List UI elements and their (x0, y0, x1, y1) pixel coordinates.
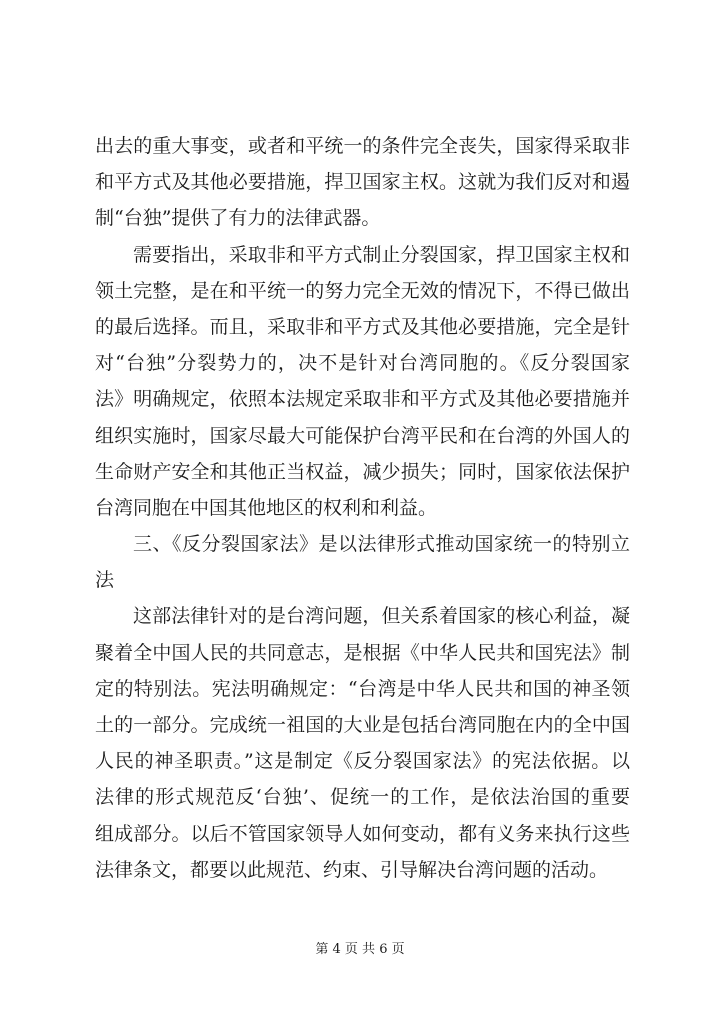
text-line: 组织实施时，国家尽最大可能保护台湾平民和在台湾的外国人的 (95, 424, 630, 447)
section-heading: 法 (95, 569, 115, 592)
text-line: 法》明确规定，依照本法规定采取非和平方式及其他必要措施并 (95, 388, 630, 411)
text-line: 生命财产安全和其他正当权益，减少损失；同时，国家依法保护 (95, 460, 630, 483)
text-line: 人民的神圣职责。”这是制定《反分裂国家法》的宪法依据。以 (95, 750, 630, 773)
text-line: 出去的重大事变，或者和平统一的条件完全丧失，国家得采取非 (95, 135, 630, 157)
text-line: 聚着全中国人民的共同意志，是根据《中华人民共和国宪法》制 (95, 641, 630, 664)
text-line: 定的特别法。宪法明确规定：“台湾是中华人民共和国的神圣领 (95, 677, 630, 700)
page-number: 第 4 页 共 6 页 (315, 942, 405, 957)
text-line: 的最后选择。而且，采取非和平方式及其他必要措施，完全是针 (95, 315, 630, 338)
text-line: 制“台独”提供了有力的法律武器。 (95, 207, 381, 230)
text-line: 这部法律针对的是台湾问题，但关系着国家的核心利益，凝 (133, 605, 630, 628)
text-line: 组成部分。以后不管国家领导人如何变动，都有义务来执行这些 (95, 822, 630, 845)
text-line: 法律条文，都要以此规范、约束、引导解决台湾问题的活动。 (95, 858, 609, 881)
text-line: 台湾同胞在中国其他地区的权利和利益。 (95, 496, 438, 519)
body-text (95, 128, 630, 888)
text-line: 需要指出，采取非和平方式制止分裂国家，捍卫国家主权和 (133, 243, 630, 266)
text-line: 对“台独”分裂势力的，决不是针对台湾同胞的。《反分裂国家 (95, 352, 630, 375)
text-line: 法律的形式规范反‘台独’、促统一的工作，是依法治国的重要 (95, 786, 630, 809)
text-line: 领土完整，是在和平统一的努力完全无效的情况下，不得已做出 (95, 279, 630, 302)
section-heading: 三、《反分裂国家法》是以法律形式推动国家统一的特别立 (133, 533, 630, 556)
text-line: 土的一部分。完成统一祖国的大业是包括台湾同胞在内的全中国 (95, 714, 630, 736)
text-line: 和平方式及其他必要措施，捍卫国家主权。这就为我们反对和遏 (95, 171, 630, 194)
